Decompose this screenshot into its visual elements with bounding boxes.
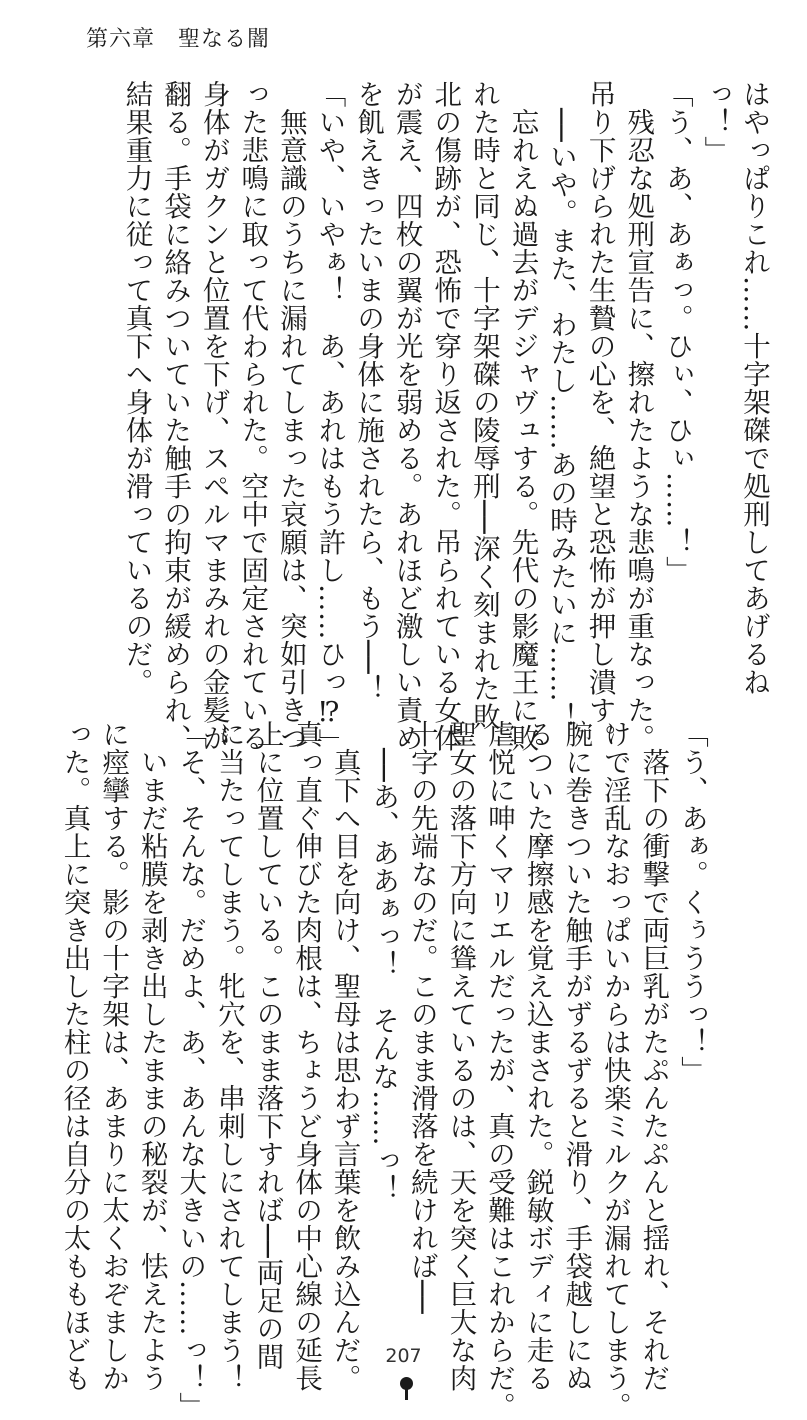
text-line: 虐悦に呻くマリエルだったが、真の受難はこれからだ。: [483, 720, 516, 1420]
text-line: 忘れえぬ過去がデジャヴュする。先代の影魔王に敗: [506, 80, 539, 752]
text-line: 十字の先端なのだ。このまま滑落を続ければ──: [405, 720, 438, 1315]
text-line: に当たってしまう。牝穴を、串刺しにされてしまう！: [212, 720, 245, 1392]
text-line: いまだ粘膜を剥き出したままの秘裂が、怯えたよう: [135, 720, 168, 1392]
text-line: 腕に巻きついた触手がずるずると滑り、手袋越しにぬ: [560, 720, 593, 1392]
text-line: けで淫乱なおっぱいからは快楽ミルクが漏れてしまう。: [598, 720, 631, 1420]
text-line: 北の傷跡が、恐怖で穿り返された。吊られている女体: [429, 80, 462, 752]
text-line: に痙攣する。影の十字架は、あまりに太くおぞましか: [97, 720, 130, 1392]
text-line: ──あ、ああぁっ！ そんな……っ！: [367, 720, 400, 1203]
text-line: った。真上に突き出した柱の径は自分の太ももほども: [58, 720, 91, 1392]
text-line: ──いや。また、わたし……あの時みたいに……！: [545, 80, 578, 731]
text-line: 「う、あ、あぁっ。ひぃ、ひぃ……！」: [660, 80, 693, 584]
text-line: が震え、四枚の翼が光を弱める。あれほど激しい責め: [390, 80, 423, 752]
text-block-upper: [117, 80, 773, 757]
text-line: 「そ、そんな。だめよ、あ、あんな大きいの……っ！」: [174, 720, 207, 1420]
text-line: はやっぱりこれ……十字架磔で処刑してあげるね: [738, 80, 770, 696]
text-line: 落下の衝撃で両巨乳がたぷんたぷんと揺れ、それだ: [637, 720, 670, 1392]
text-line: 残忍な処刑宣告に、擦れたような悲鳴が重なった。: [622, 80, 655, 752]
text-line: を飢えきったいまの身体に施されたら、もう──！: [352, 80, 385, 703]
text-line: 真っ直ぐ伸びた肉根は、ちょうど身体の中心線の延長: [290, 720, 323, 1392]
text-line: 無意識のうちに漏れてしまった哀願は、突如引きつ: [274, 80, 307, 752]
text-line: っ！」: [699, 80, 732, 164]
text-line: 身体がガクンと位置を下げ、スペルマまみれの金髪が: [197, 80, 230, 752]
text-line: 結果重力に従って真下へ身体が滑っているのだ。: [120, 80, 153, 696]
page-marker-stem: [405, 1389, 408, 1400]
chapter-header: 第六章 聖なる闇: [86, 27, 271, 52]
text-line: 翻る。手袋に絡みついていた触手の拘束が緩められ、: [159, 80, 192, 752]
text-line: るついた摩擦感を覚え込まされた。鋭敏ボディに走る: [521, 720, 554, 1392]
page-number: 207: [385, 1345, 422, 1367]
text-line: れた時と同じ、十字架磔の陵辱刑──深く刻まれた敗: [467, 80, 500, 731]
text-line: った悲鳴に取って代わられた。空中で固定されている: [236, 80, 269, 752]
text-line: 上に位置している。このまま落下すれば──両足の間: [251, 720, 284, 1371]
text-line: 聖女の落下方向に聳えているのは、天を突く巨大な肉: [444, 720, 477, 1392]
text-line: 「う、あぁ。くぅううっ！」: [676, 720, 708, 1084]
text-line: 真下へ目を向け、聖母は思わず言葉を飲み込んだ。: [328, 720, 361, 1392]
text-line: 吊り下げられた生贄の心を、絶望と恐怖が押し潰す。: [583, 80, 616, 752]
text-line: 「いや、いやぁ！ あ、あれはもう許し……ひっ⁉」: [313, 80, 346, 757]
